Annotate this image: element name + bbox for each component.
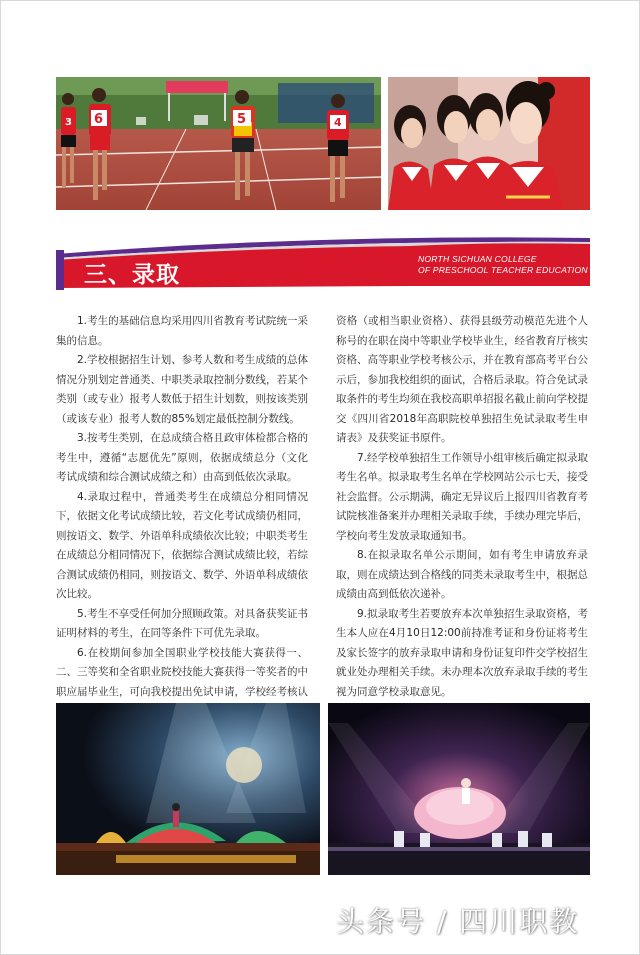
watermark: 头条号 / 四川职教 [336,905,580,938]
college-en-line2: OF PRESCHOOL TEACHER EDUCATION [418,265,588,275]
admission-rule-paragraph: 5.考生不享受任何加分照顾政策。对具备获奖证书证明材料的考生，在同等条件下可优先录取。 [56,607,308,639]
track-race-photo [56,77,381,210]
admission-rules-right-column [336,312,588,702]
admission-rule-paragraph: 9.拟录取考生若要放弃本次单独招生录取资格，考生本人应在4月10日12:00前持准考证和身份证将考生及家长签字的放弃录取申请和身份证复印件交学校招生就业处办理相关手续。未办理本次放弃录取手续的考生视为同意学校录取意见。 [336,607,588,698]
bib-number: 6 [94,112,104,127]
college-en-line1: NORTH SICHUAN COLLEGE [418,254,537,264]
bib-number: 3 [65,117,72,128]
admission-rule-paragraph: 6.在校期间参加全国职业学校技能大赛获得一、二、三等奖和全省职业院校技能大赛获得一等奖者的中职应届毕业生，可向我校提出免试申请，学校经考核认 [56,646,308,698]
bib-number: 4 [334,116,342,129]
college-english-name [418,254,588,276]
bib-number: 5 [237,112,247,127]
students-portrait-photo [388,77,590,210]
stage-performance-photo [328,703,590,875]
admission-rules-left-column [56,312,308,722]
section-header [56,232,590,292]
admission-rule-paragraph: 资格（或相当职业资格）、获得县级劳动模范先进个人称号的在职在岗中等职业学校毕业生，经省教育厅核实资格、高等职业学校考核公示，并在教育部高考平台公示后，参加我校组织的面试，合格后录取。符合免试录取条件的考生均须在我校高职单招报名截止前向学校提交《四川省2018年高职院校单独招生免试录取考生申请表》及获奖证书原件。 [336,315,588,444]
admission-rule-paragraph: 1.考生的基础信息均采用四川省教育考试院统一采集的信息。 [56,315,308,347]
admission-rule-paragraph: 2.学校根据招生计划、参考人数和考生成绩的总体情况分别划定普通类、中职类录取控制分数线，若某个类别（或专业）报考人数低于招生计划数，则按该类别（或该专业）报考人数的85%划定最低控制分数线。 [56,354,308,425]
admission-rule-paragraph: 4.录取过程中，普通类考生在成绩总分相同情况下，依据文化考试成绩比较，若文化考试成绩仍相同，则按语文、数学、外语单科成绩依次比较；中职类考生在成绩总分相同情况下，依据综合测试成绩比较，若综合测试成绩仍相同，则按语文、数学、外语单科成绩依次比较。 [56,490,308,600]
stage-dance-photo [56,703,320,875]
admission-rule-paragraph: 3.按考生类别，在总成绩合格且政审体检都合格的考生中，遵循“志愿优先”原则，依据成绩总分（文化考试成绩和综合测试成绩之和）由高到低依次录取。 [56,432,308,483]
admission-rule-paragraph: 7.经学校单独招生工作领导小组审核后确定拟录取考生名单。拟录取考生名单在学校网站公示七天，接受社会监督。公示期满，确定无异议后上报四川省教育考试院核准备案并办理相关录取手续，手续办理完毕后，学校向考生发放录取通知书。 [336,451,588,542]
admission-rule-paragraph: 8.在拟录取名单公示期间，如有考生申请放弃录取，则在成绩达到合格线的同类未录取考生中，根据总成绩由高到低依次递补。 [336,549,588,600]
section-title: 三、录取 [84,262,180,288]
